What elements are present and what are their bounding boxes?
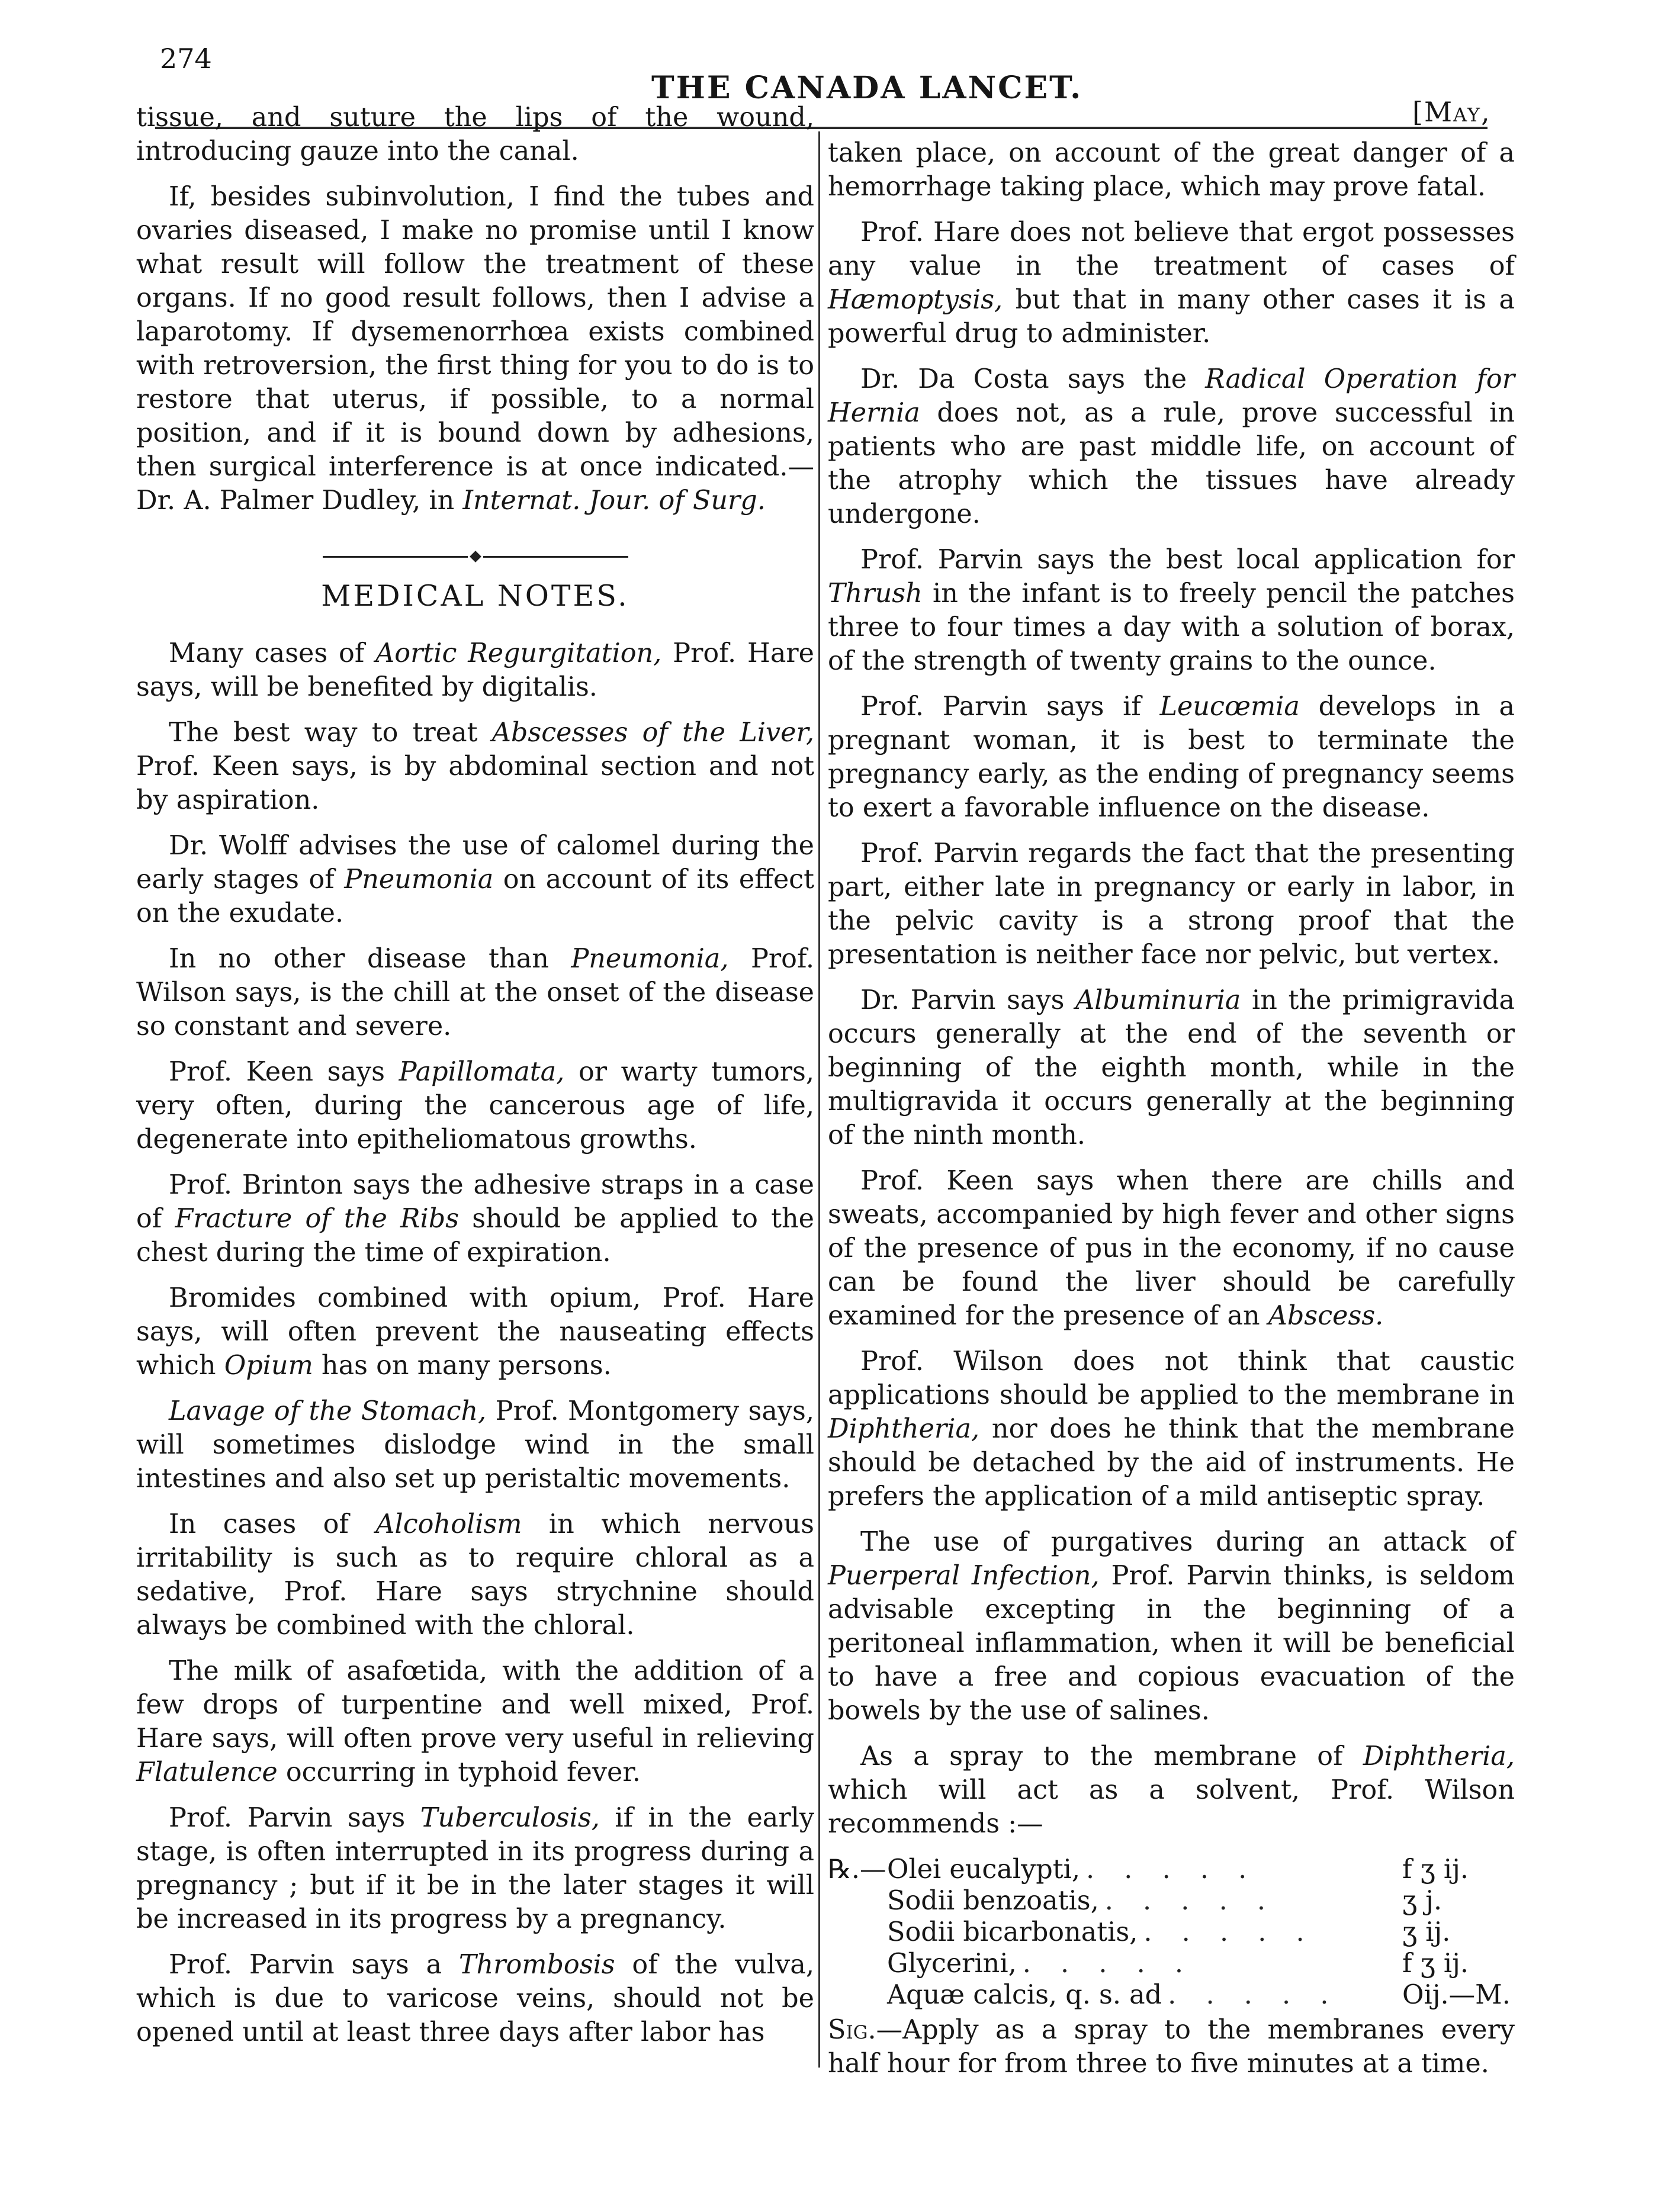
note-term: Lavage of the Stomach,: [169, 1396, 487, 1426]
note-text: Prof. Keen says, is by abdominal section and not by aspiration.: [136, 751, 814, 815]
prescription-directions: [828, 2013, 1515, 2081]
note-text: Prof. Montgomery says, will sometimes dislodge wind in the small intestines and also set up peristaltic movements.: [136, 1396, 814, 1494]
note-text: In cases of: [169, 1509, 376, 1539]
paragraph-continued: taken place, on account of the great danger of a hemorrhage taking place, which may prove fatal.: [828, 138, 1515, 202]
note-term: Papillomata,: [399, 1057, 565, 1087]
note-text: in which nervous irritability is such as to require chloral as a sedative, Prof. Hare says strychnine should always be combined with the chloral.: [136, 1509, 814, 1641]
ingredient-name: Olei eucalypti,: [887, 1854, 1080, 1885]
note: [828, 1525, 1515, 1728]
note-text: Prof. Parvin says if: [860, 692, 1160, 722]
note-term: Aortic Regurgitation,: [375, 638, 662, 668]
ingredient-quantity: f ʒ ij.: [1402, 1854, 1469, 1885]
note-text: Prof. Hare does not believe that ergot possesses any value in the treatment of cases of: [828, 217, 1515, 281]
note-term: Opium: [224, 1351, 313, 1381]
note-text: or warty tumors, very often, during the cancerous age of life, degenerate into epitheliomatous growths.: [136, 1057, 814, 1155]
note: [828, 362, 1515, 531]
note-text: on account of its effect on the exudate.: [136, 864, 814, 928]
ingredient-quantity: f ʒ ij.: [1402, 1949, 1469, 1979]
note-text: in the primigravida occurs generally at the end of the seventh or beginning of the eighth month, while in the multigravida it occurs generally at the beginning of the ninth month.: [828, 985, 1515, 1150]
note: [136, 1394, 814, 1496]
note-term: Diphtheria,: [828, 1414, 980, 1444]
note-term: Puerperal Infection,: [828, 1561, 1100, 1591]
note-text: Prof. Parvin says a: [169, 1950, 459, 1980]
note-text: has on many persons.: [313, 1351, 612, 1381]
column-divider: [818, 131, 820, 2068]
note-term: Pneumonia: [344, 864, 494, 895]
note: [828, 1740, 1515, 1841]
note-text: Prof. Parvin thinks, is seldom advisable excepting in the beginning of a peritoneal inflammation, when it will be beneficial to have a free and copious evacuation of the bowels by the use of salines.: [828, 1561, 1515, 1726]
note-text: does not, as a rule, prove successful in patients who are past middle life, on account of the atrophy which the tissues have already undergone.: [828, 398, 1515, 529]
prescription-row: [828, 1978, 1515, 2010]
note: [136, 1948, 814, 2049]
ingredient-quantity: ʒ ij.: [1402, 1917, 1451, 1947]
note: Prof. Parvin regards the fact that the presenting part, either late in pregnancy or early in labor, in the pelvic cavity is a strong proof that the presentation is neither face nor pelvic, but vertex.: [828, 838, 1515, 970]
source-citation: Internat. Jour. of Surg.: [462, 486, 766, 516]
right-column: [828, 136, 1515, 2092]
note-term: Abscess.: [1268, 1301, 1384, 1331]
page-number: 274: [160, 43, 212, 75]
section-heading: MEDICAL NOTES.: [321, 579, 629, 613]
ingredient-name: Sodii benzoatis,: [887, 1886, 1099, 1916]
note-text: The best way to treat: [169, 718, 492, 748]
note-text: Dr. Parvin says: [860, 985, 1076, 1015]
note: [828, 1164, 1515, 1333]
note-term: Albuminuria: [1075, 985, 1241, 1015]
note-text: develops in a pregnant woman, it is best to terminate the pregnancy early, as the ending of pregnancy seems to exert a favorable influence on the disease.: [828, 692, 1515, 823]
note-text: of the vulva, which is due to varicose veins, should not be opened until at least three days after labor has: [136, 1950, 814, 2047]
prescription-row: [828, 1853, 1515, 1884]
note-text: Prof. Brinton says the adhesive straps in a case of: [136, 1170, 814, 1234]
note-text: Bromides combined with opium, Prof. Hare says, will often prevent the nauseating effects which: [136, 1283, 814, 1381]
note-text: Many cases of: [169, 638, 376, 668]
note-term: Alcoholism: [375, 1509, 522, 1539]
prescription: [828, 1853, 1515, 2010]
note: [136, 1801, 814, 1936]
note-text: if in the early stage, is often interrupted in its progress during a pregnancy ; but if it be in the later stages it will be increased in its progress by a pregnancy.: [136, 1803, 814, 1934]
note-text: Prof. Keen says: [169, 1057, 399, 1087]
note-text: The milk of asafœtida, with the addition of a few drops of turpentine and well mixed, Prof. Hare says, will often prove very useful in relieving: [136, 1656, 814, 1754]
note-text: As a spray to the membrane of: [860, 1741, 1363, 1771]
recipe-symbol: ℞.—: [828, 1854, 886, 1885]
prescription-row: [828, 1884, 1515, 1915]
note: [136, 716, 814, 817]
section-ornament: [136, 552, 814, 561]
note-text: nor does he think that the membrane should be detached by the aid of instruments. He prefers the application of a mild antiseptic spray.: [828, 1414, 1515, 1512]
note-text: In no other disease than: [169, 944, 571, 974]
ornament-diamond-icon: [470, 551, 481, 562]
note-term: Hæmoptysis,: [828, 285, 1003, 315]
dot-leader: . . . . .: [1022, 1949, 1194, 1979]
note-text: occurring in typhoid fever.: [277, 1757, 641, 1787]
note-text: which will act as a solvent, Prof. Wilson recommends :—: [828, 1775, 1515, 1839]
note-text: in the infant is to freely pencil the patches three to four times a day with a solution of borax, of the strength of twenty grains to the ounce.: [828, 578, 1515, 676]
dot-leader: . . . . .: [1086, 1854, 1258, 1885]
note: [136, 1168, 814, 1269]
note-text: Prof. Hare says, will be benefited by digitalis.: [136, 638, 814, 702]
note: [136, 636, 814, 704]
note-text: Dr. Da Costa says the: [860, 364, 1206, 394]
note-text: Prof. Keen says when there are chills and sweats, accompanied by high fever and other signs of the presence of pus in the economy, if no cause can be found the liver should be carefully examined for the presence of an: [828, 1166, 1515, 1331]
note-term: Leucœmia: [1159, 692, 1300, 722]
dot-leader: . . . . .: [1168, 1980, 1339, 2010]
note: [828, 1345, 1515, 1513]
ingredient-quantity: ʒ j.: [1402, 1886, 1442, 1916]
ingredient-name: Aquæ calcis, q. s. ad: [887, 1980, 1162, 2010]
ingredient-name: Sodii bicarbonatis,: [887, 1917, 1138, 1947]
left-column: [136, 101, 814, 2061]
note-term: Thrush: [828, 578, 923, 609]
note-term: Radical Operation for Hernia: [828, 364, 1515, 428]
note-text: Prof. Wilson does not think that caustic applications should be applied to the membrane in: [828, 1346, 1515, 1410]
note-term: Flatulence: [136, 1757, 278, 1787]
note: [828, 983, 1515, 1152]
note-term: Abscesses of the Liver,: [491, 718, 814, 748]
prescription-row: [828, 1915, 1515, 1947]
ingredient-quantity: Oij.—M.: [1402, 1980, 1511, 2010]
issue-month: [May,: [1412, 96, 1491, 128]
ornament-line: [483, 556, 628, 558]
journal-title: THE CANADA LANCET.: [651, 70, 1083, 106]
note: [136, 829, 814, 930]
ornament-line: [323, 556, 468, 558]
note-text: Prof. Parvin says the best local application for: [860, 545, 1515, 575]
ingredient-name: Glycerini,: [887, 1949, 1017, 1979]
note: [828, 690, 1515, 825]
note-text: Prof. Parvin says: [169, 1803, 420, 1833]
dot-leader: . . . . .: [1143, 1917, 1315, 1947]
sig-label: Sig.: [828, 2015, 876, 2045]
note: [828, 216, 1515, 351]
note: [136, 942, 814, 1043]
note: [136, 1507, 814, 1642]
note-text: should be applied to the chest during the time of expiration.: [136, 1204, 814, 1268]
note: [136, 1055, 814, 1156]
paragraph-text: If, besides subinvolution, I find the tubes and ovaries diseased, I make no promise until I know what result will follow the treatment of these organs. If no good result follows, then I advise a laparotomy. If dysemenorrhœa exists combined with retroversion, the first thing for you to do is to restore that uterus, if possible, to a normal position, and if it is bound down by adhesions, then surgical interference is at once indicated.—Dr. A. Palmer Dudley, in: [136, 182, 814, 516]
note: [828, 543, 1515, 678]
paragraph-continued: tissue, and suture the lips of the wound, introducing gauze into the canal.: [136, 102, 814, 166]
paragraph: [136, 180, 814, 517]
note-text: but that in many other cases it is a powerful drug to administer.: [828, 285, 1515, 349]
note-text: Dr. Wolff advises the use of calomel during the early stages of: [136, 831, 814, 895]
note-text: Prof. Wilson says, is the chill at the onset of the disease so constant and severe.: [136, 944, 814, 1041]
note-term: Pneumonia,: [571, 944, 729, 974]
note-term: Tuberculosis,: [420, 1803, 600, 1833]
note: [136, 1281, 814, 1382]
prescription-row: [828, 1947, 1515, 1978]
dot-leader: . . . . .: [1104, 1886, 1277, 1916]
note-term: Diphtheria,: [1363, 1741, 1515, 1771]
note-term: Fracture of the Ribs: [175, 1204, 460, 1234]
note-text: The use of purgatives during an attack of: [860, 1527, 1515, 1557]
note-term: Thrombosis: [458, 1950, 615, 1980]
sig-text: —Apply as a spray to the membranes every half hour for from three to five minutes at a time.: [828, 2015, 1515, 2079]
note: [136, 1654, 814, 1789]
